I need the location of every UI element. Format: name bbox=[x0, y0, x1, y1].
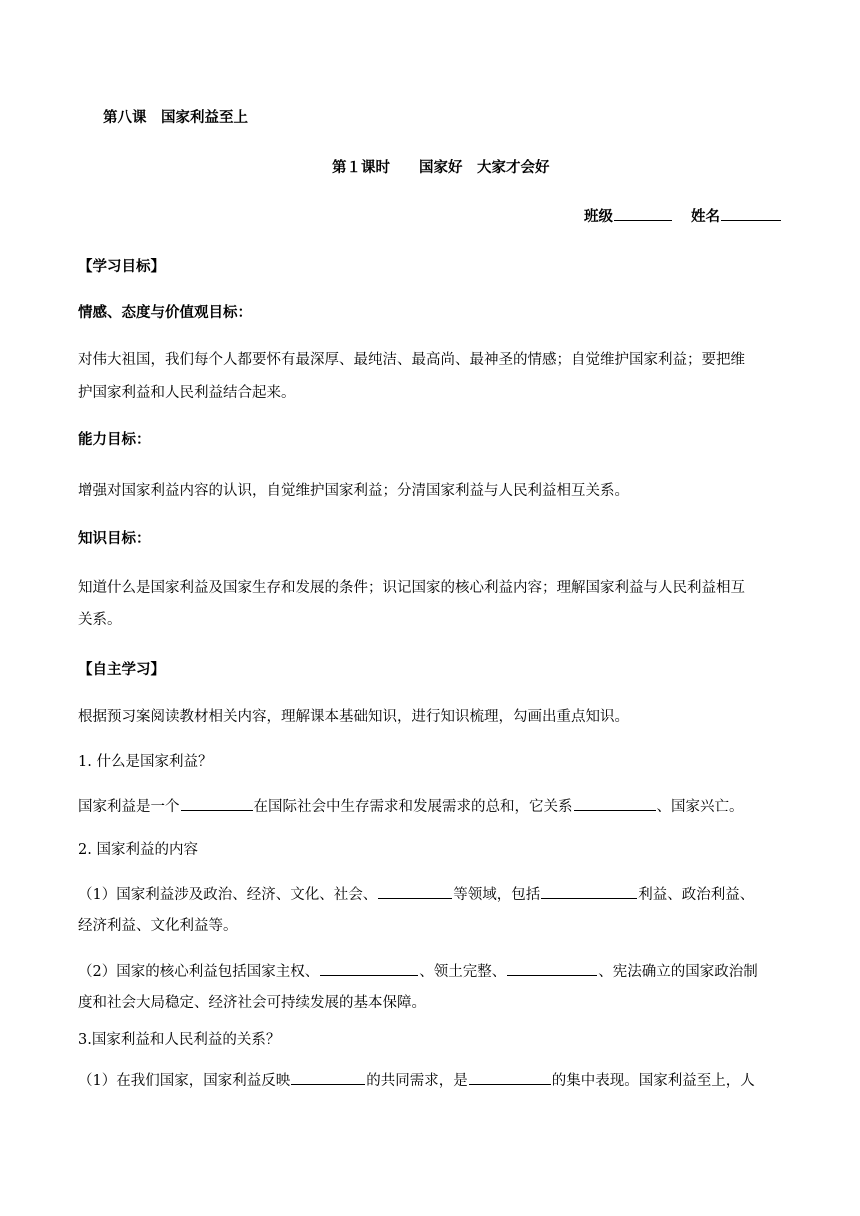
emotion-goals-text-1: 对伟大祖国，我们每个人都要怀有最深厚、最纯洁、最高尚、最神圣的情感；自觉维护国家利益；要把维 bbox=[78, 352, 745, 368]
lesson-title: 第八课 国家利益至上 bbox=[103, 110, 248, 126]
q3-1-blank-1[interactable] bbox=[291, 1070, 365, 1085]
emotion-goals-text-2: 护国家利益和人民利益结合起来。 bbox=[78, 385, 296, 401]
knowledge-goals-text-2: 关系。 bbox=[78, 612, 122, 628]
q3-1-text-c: 的集中表现。国家利益至上，人 bbox=[551, 1073, 755, 1089]
question-2-1-fill bbox=[78, 884, 754, 905]
question-3-1-fill bbox=[78, 1070, 755, 1091]
question-1-fill bbox=[78, 796, 744, 817]
knowledge-goals-text-1: 知道什么是国家利益及国家生存和发展的条件；识记国家的核心利益内容；理解国家利益与人民利益相互 bbox=[78, 580, 745, 596]
class-name-fields bbox=[584, 206, 782, 227]
q2-1-blank-2[interactable] bbox=[541, 884, 637, 899]
question-1-title: 1. 什么是国家利益？ bbox=[78, 754, 213, 770]
knowledge-goals-heading: 知识目标： bbox=[78, 531, 151, 547]
class-blank[interactable] bbox=[614, 206, 672, 221]
self-study-intro: 根据预习案阅读教材相关内容，理解课本基础知识，进行知识梳理，勾画出重点知识。 bbox=[78, 709, 629, 725]
q2-1-blank-1[interactable] bbox=[378, 884, 452, 899]
question-2-title: 2. 国家利益的内容 bbox=[78, 842, 198, 858]
q1-text-c: 、国家兴亡。 bbox=[656, 799, 744, 815]
q1-text-b: 在国际社会中生存需求和发展需求的总和，它关系 bbox=[253, 799, 573, 815]
name-label: 姓名 bbox=[691, 209, 720, 225]
class-label: 班级 bbox=[584, 209, 613, 225]
question-2-1-line-2: 经济利益、文化利益等。 bbox=[78, 918, 238, 934]
q2-1-text-a: （1）国家利益涉及政治、经济、文化、社会、 bbox=[78, 887, 378, 903]
q2-1-text-c: 利益、政治利益、 bbox=[638, 887, 755, 903]
q2-2-text-a: （2）国家的核心利益包括国家主权、 bbox=[78, 964, 320, 980]
q2-1-text-b: 等领域，包括 bbox=[453, 887, 541, 903]
learning-goals-heading: 【学习目标】 bbox=[78, 259, 165, 275]
q2-2-blank-1[interactable] bbox=[320, 961, 418, 976]
q1-blank-1[interactable] bbox=[181, 796, 253, 811]
q3-1-text-a: （1）在我们国家，国家利益反映 bbox=[78, 1073, 291, 1089]
ability-goals-heading: 能力目标： bbox=[78, 432, 151, 448]
q2-2-blank-2[interactable] bbox=[507, 961, 597, 976]
q3-1-text-b: 的共同需求，是 bbox=[366, 1073, 468, 1089]
question-2-2-fill bbox=[78, 961, 758, 982]
name-blank[interactable] bbox=[721, 206, 781, 221]
section-title: 第１课时 国家好 大家才会好 bbox=[332, 160, 550, 176]
q1-text-a: 国家利益是一个 bbox=[78, 799, 180, 815]
q2-2-text-c: 、宪法确立的国家政治制 bbox=[598, 964, 758, 980]
ability-goals-text: 增强对国家利益内容的认识，自觉维护国家利益；分清国家利益与人民利益相互关系。 bbox=[78, 483, 629, 499]
emotion-goals-heading: 情感、态度与价值观目标： bbox=[78, 305, 252, 321]
question-2-2-line-2: 度和社会大局稳定、经济社会可持续发展的基本保障。 bbox=[78, 995, 426, 1011]
question-3-title: 3.国家利益和人民利益的关系？ bbox=[78, 1032, 281, 1048]
self-study-heading: 【自主学习】 bbox=[78, 662, 165, 678]
q2-2-text-b: 、领土完整、 bbox=[419, 964, 507, 980]
q1-blank-2[interactable] bbox=[574, 796, 656, 811]
q3-1-blank-2[interactable] bbox=[469, 1070, 551, 1085]
